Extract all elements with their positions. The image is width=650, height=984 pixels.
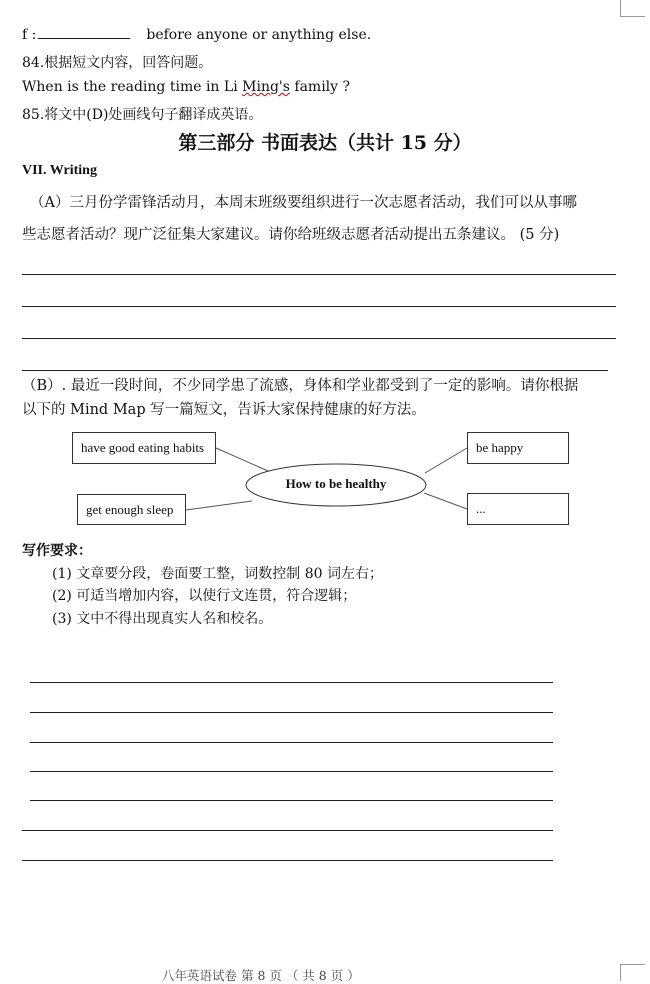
- answer-line-b-4[interactable]: [30, 771, 553, 772]
- task-a-line-2: 些志愿者活动？现广泛征集大家建议。请你给班级志愿者活动提出五条建议。 (5 分): [22, 227, 560, 243]
- question-84-text-start: When is the reading time in Li: [22, 79, 243, 95]
- answer-blank[interactable]: [38, 26, 130, 39]
- mind-map-node-sleep: get enough sleep: [77, 494, 186, 525]
- answer-line-a-2[interactable]: [22, 306, 616, 307]
- answer-line-a-3[interactable]: [22, 338, 616, 339]
- answer-line-b-3[interactable]: [30, 742, 553, 743]
- requirement-2: (2) 可适当增加内容，以使行文连贯，符合逻辑；: [52, 588, 357, 604]
- question-84-text: [22, 79, 350, 95]
- requirements-heading: 写作要求：: [22, 543, 92, 559]
- question-85-label: 85.将文中(D)处画线句子翻译成英语。: [22, 107, 263, 123]
- answer-line-b-7[interactable]: [22, 860, 553, 861]
- corner-mark-bottom-right: [620, 964, 645, 981]
- mind-map-node-happy: be happy: [467, 432, 569, 464]
- mind-map-center-label: How to be healthy: [285, 476, 387, 491]
- task-b-line-2: 以下的 Mind Map 写一篇短文，告诉大家保持健康的好方法。: [22, 402, 426, 418]
- task-b-line-1: （B）. 最近一段时间，不少同学患了流感，身体和学业都受到了一定的影响。请你根据: [22, 378, 579, 394]
- f-suffix: before anyone or anything else.: [146, 27, 372, 43]
- answer-line-b-5[interactable]: [30, 800, 553, 801]
- part-3-title: 第三部分 书面表达（共计 15 分）: [178, 132, 472, 154]
- question-84-text-end: family ?: [289, 79, 351, 95]
- mind-map-node-more: ...: [467, 493, 569, 525]
- f-prefix: f :: [22, 27, 37, 43]
- requirement-1: (1) 文章要分段，卷面要工整，词数控制 80 词左右；: [52, 566, 383, 582]
- answer-line-b-1[interactable]: [30, 682, 553, 683]
- question-83-f-line: [22, 26, 371, 43]
- answer-line-b-2[interactable]: [30, 712, 553, 713]
- answer-line-a-1[interactable]: [22, 274, 616, 275]
- task-a-line-1: （A）三月份学雷锋活动月，本周末班级要组织进行一次志愿者活动，我们可以从事哪: [30, 195, 577, 211]
- corner-mark-top-right: [620, 0, 645, 17]
- section-writing-heading: VII. Writing: [22, 163, 97, 178]
- answer-line-b-6[interactable]: [22, 830, 553, 831]
- question-84-label: 84.根据短文内容，回答问题。: [22, 55, 213, 71]
- mind-map-node-eating: have good eating habits: [72, 432, 216, 464]
- spellcheck-name: Ming's: [242, 79, 290, 95]
- requirement-3: (3) 文中不得出现真实人名和校名。: [52, 611, 273, 627]
- page-footer: 八年英语试卷 第 8 页 （ 共 8 页 ）: [162, 968, 360, 983]
